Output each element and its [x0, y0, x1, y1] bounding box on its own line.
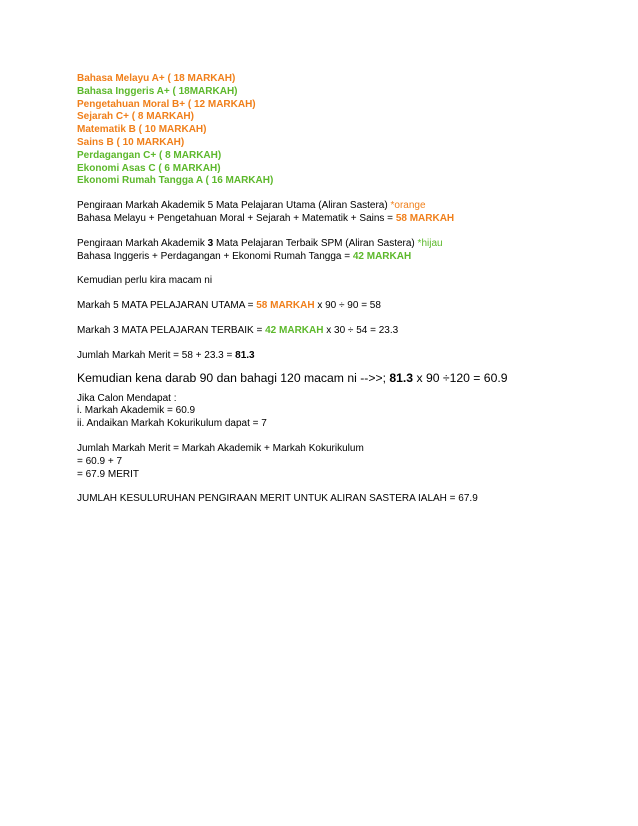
calon-section — [77, 393, 617, 431]
jumlah-merit-value: 81.3 — [235, 349, 255, 361]
grade-list — [77, 73, 617, 188]
grade-item: Sains B ( 10 MARKAH) — [77, 136, 185, 148]
kemudian-darab-post: x 90 ÷120 = 60.9 — [413, 370, 508, 385]
calon-item-kokurikulum: ii. Andaikan Markah Kokurikulum dapat = 7 — [77, 418, 267, 430]
grade-item: Bahasa Inggeris A+ ( 18MARKAH) — [77, 85, 238, 97]
jumlah-merit-section — [77, 443, 617, 481]
calc-terbaik-pre: Markah 3 MATA PELAJARAN TERBAIK = — [77, 324, 266, 336]
terbaik-formula — [77, 251, 617, 264]
terbaik-section — [77, 238, 617, 264]
grade-item: Sejarah C+ ( 8 MARKAH) — [77, 111, 194, 123]
utama-formula-text: Bahasa Melayu + Pengetahuan Moral + Sejarah + Matematik + Sains = — [77, 212, 396, 224]
terbaik-heading-pre: Pengiraan Markah Akademik — [77, 237, 208, 249]
terbaik-formula-text: Bahasa Inggeris + Perdagangan + Ekonomi Rumah Tangga = — [77, 250, 353, 262]
terbaik-heading-post: Mata Pelajaran Terbaik SPM (Aliran Sastera) — [213, 237, 418, 249]
calc-utama — [77, 300, 617, 313]
kemudian-darab — [77, 370, 617, 386]
utama-heading — [77, 200, 617, 213]
grade-item: Ekonomi Asas C ( 6 MARKAH) — [77, 162, 221, 174]
calc-terbaik-post: x 30 ÷ 54 = 23.3 — [323, 324, 399, 336]
terbaik-total: 42 MARKAH — [352, 250, 412, 262]
utama-formula — [77, 213, 617, 226]
grade-item: Bahasa Melayu A+ ( 18 MARKAH) — [77, 73, 236, 84]
grade-item: Matematik B ( 10 MARKAH) — [77, 124, 207, 136]
grade-item: Perdagangan C+ ( 8 MARKAH) — [77, 149, 222, 161]
jumlah-merit-line: Jumlah Markah Merit = Markah Akademik + Markah Kokurikulum — [77, 442, 364, 454]
grade-item: Ekonomi Rumah Tangga A ( 16 MARKAH) — [77, 175, 274, 187]
calc-terbaik — [77, 325, 617, 338]
grade-item: Pengetahuan Moral B+ ( 12 MARKAH) — [77, 98, 256, 110]
calc-utama-pre: Markah 5 MATA PELAJARAN UTAMA = — [77, 300, 257, 312]
calc-utama-mark: 58 MARKAH — [256, 300, 315, 312]
kemudian-darab-pre: Kemudian kena darab 90 dan bahagi 120 macam ni -->>; — [77, 370, 390, 385]
document-content — [77, 73, 617, 506]
jumlah-merit-line: = 60.9 + 7 — [77, 455, 123, 467]
utama-tag: *orange — [390, 200, 426, 212]
utama-heading-text: Pengiraan Markah Akademik 5 Mata Pelajaran Utama (Aliran Sastera) — [77, 200, 391, 212]
calc-utama-post: x 90 ÷ 90 = 58 — [314, 300, 381, 312]
calon-heading: Jika Calon Mendapat : — [77, 392, 177, 404]
jumlah-merit-sum — [77, 350, 617, 363]
kemudian-note: Kemudian perlu kira macam ni — [77, 275, 213, 287]
kemudian-darab-value: 81.3 — [389, 370, 414, 385]
calc-terbaik-mark: 42 MARKAH — [265, 324, 324, 336]
jumlah-merit-pre: Jumlah Markah Merit = 58 + 23.3 = — [77, 349, 236, 361]
terbaik-heading-number: 3 — [207, 237, 214, 249]
jumlah-merit-line: = 67.9 MERIT — [77, 468, 139, 480]
calon-item-akademik: i. Markah Akademik = 60.9 — [77, 405, 196, 417]
terbaik-tag: *hijau — [417, 237, 443, 249]
utama-section — [77, 200, 617, 226]
final-total: JUMLAH KESULURUHAN PENGIRAAN MERIT UNTUK ALIRAN SASTERA IALAH = 67.9 — [77, 493, 478, 505]
terbaik-heading — [77, 238, 617, 251]
utama-total: 58 MARKAH — [395, 212, 455, 224]
